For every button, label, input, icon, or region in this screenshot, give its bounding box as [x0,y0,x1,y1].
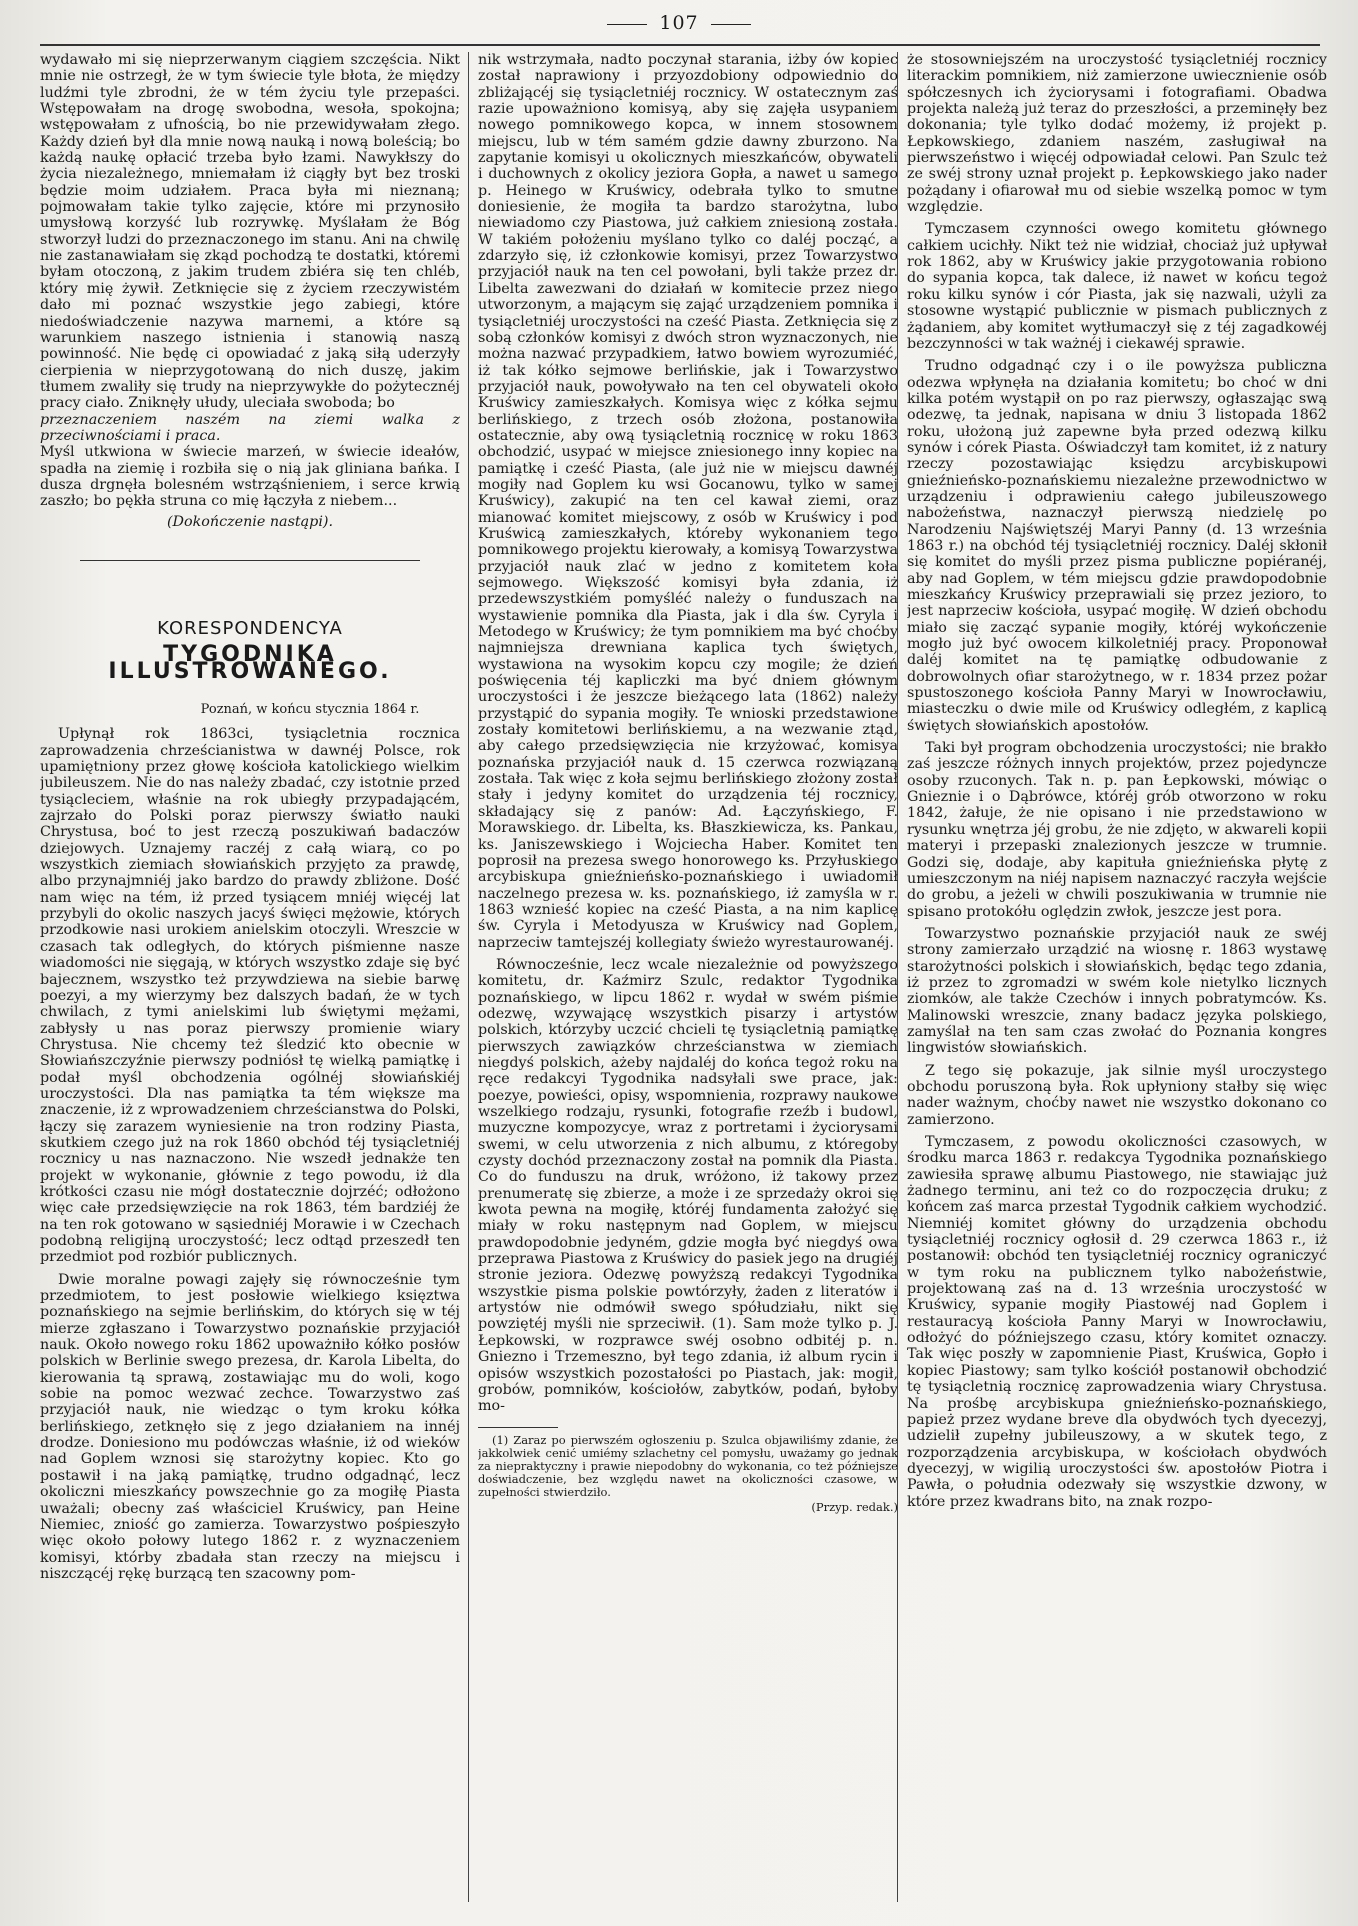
footnote: (1) Zaraz po pierwszém ogłoszeniu p. Szulca objawiliśmy zdanie, że jakkolwiek cenić umiémy szlachetny cel pomysłu, uważamy go jednak za niepraktyczny i prawie niepodobny do wykonania, co też późniejsze doświadczenie, bez względu nawet na okoliczności czasowe, w zupełności stwierdziło. [478,1432,898,1499]
footnote-rule [478,1427,558,1428]
paragraph: Dwie moralne powagi zajęły się równocześnie tym przedmiotem, to jest posłowie wielkiego księztwa poznańskiego na sejmie berlińskim, do których się w téj mierze zgłaszano i Towarzystwo poznańskie przyjaciół nauk. Około nowego roku 1862 upoważniło kółko posłów polskich w Berlinie swego prezesa, dr. Karola Libelta, do kierowania tą sprawą, zostawiając mu do woli, kogo sobie na pomoc wezwać zechce. Towarzystwo zaś przyjaciół nauk, nie wiedząc o tym kroku kółka berlińskiego, zetknęło się z jego działaniem na innéj drodze. Doniesiono mu podówczas właśnie, iż od wieków nad Goplem wznosi się starożytny kopiec. Kto go postawił i na jaką pamiątkę, trudno odgadnąć, lecz okoliczni mieszkańcy powszechnie go za mogiłę Piasta uważali; obecny zaś właściciel Kruświcy, pan Heine Niemiec, zniość go zamierza. Towarzystwo pośpieszyło więc około połowy lutego 1862 r. z wyznaczeniem komisyi, którby zbadała stan rzeczy na miejscu i niszczącéj rękę burzącą ten szacowny pom- [40,1271,460,1582]
paragraph: że stosowniejszém na uroczystość tysiącletniéj rocznicy literackim pomnikiem, niż zamierzone uwiecznienie osób spółczesnych ich życiorysami i fotografiami. Obadwa projekta należą już teraz do przeszłości, a przeminęły bez dokonania; tyle tylko dodać możemy, iż projekt p. Łepkowskiego, zdaniem naszém, zasługiwał na pierwszeństwo i więcéj odpowiadał celowi. Pan Szulc też ze swéj strony uznał projekt p. Łepkowskiego jako nader pożądany i ofiarował mu od siebie wszelką pomoc w tym względzie. [907,52,1327,216]
paragraph: Towarzystwo poznańskie przyjaciół nauk ze swéj strony zamierzało urządzić na wiosnę r. 1863 wystawę starożytności polskich i słowiańskich, będąc tego zdania, iż przez to zgromadzi w swém kole nietylko licznych ziomków, ale także Czechów i innych pobratymców. Ks. Malinowski wreszcie, znany badacz języka polskiego, zamyślał na ten sam czas zwołać do Poznania kongres lingwistów słowiańskich. [907,925,1327,1057]
story-text: wydawało mi się nieprzerwanym ciągiem szczęścia. Nikt mnie nie ostrzegł, że w tym świecie tyle błota, że między ludźmi tyle zbrodni, że w tém życiu tyle przepaści. Wstępowałam na drogę swobodna, wesoła, spokojna; wstępowałam z ufnością, bo nie przewidywałam złego. Każdy dzień był dla mnie nową nauką i nową boleścią; bo każdą naukę opłacić trzeba było łzami. Nawykłszy do życia niezależnego, mniemałam iż ciągły byt bez troski będzie moim udziałem. Praca była mi nieznaną; pojmowałam takie tylko zajęcie, które mi przynosiło umysłową korzyść lub rozrywkę. Myślałam że Bóg stworzył ludzi do przeznaczonego im stanu. Ani na chwilę nie zastanawiałam się zkąd pochodzą te dostatki, któremi byłam otoczoną, z jakim trudem zbiéra się ten chléb, który mię żywił. Zetknięcie się z życiem rzeczywistém dało mi poznać wszystkie jego zabiegi, które niedoświadczenie nazywa marnemi, a które są warunkiem naszego istnienia i stanowią naszą powinność. Nie będę ci opowiadać z jaką siłą uderzyły cierpienia w nieprzygotowaną do nich duszę, jakim tłumem zwaliły się trudy na nieprzywykłe do pożytecznéj pracy ciało. Zniknęły ułudy, uleciała swoboda; bo [40,52,460,412]
paragraph: Z tego się pokazuje, jak silnie myśl uroczystego obchodu poruszoną była. Rok upłyniony stałby się więc nader ważnym, choćby nawet nie wszystko dokonano co zamierzono. [907,1062,1327,1128]
footnote-signature: (Przyp. redak.) [811,1499,898,1514]
story-tail: Myśl utkwiona w świecie marzeń, w świecie ideałów, spadła na ziemię i rozbiła się o nią jak gliniana bańka. I dusza drgnęła bolesném wstrząśnieniem, i serce krwią zaszło; bo pękła struna co mię łączyła z niebem... [40,444,460,510]
paragraph: Taki był program obchodzenia uroczystości; nie brakło zaś jeszcze różnych innych projektów, przez pojedyncze osoby rzuconych. Tak n. p. pan Łepkowski, mówiąc o Gnieznie i o Dąbrówce, któréj grób otworzono w roku 1842, żałuje, że nie opisano i nie przedstawiono w rysunku wnętrza jéj grobu, że nie zdjęto, w akwareli kopii materyi i przepaski znalezionych jeszcze w trumnie. Godzi się, dodaje, aby kapituła gnieźnieńska płytę z umieszczonym na niéj napisem naznaczyć raczyła wejście do grobu, a jeżeli w chwili poszukiwania w trumnie nie spisano protokółu oględzin zwłok, jeszcze jest pora. [907,740,1327,920]
column-divider-1 [468,52,469,1902]
dateline: Poznań, w końcu stycznia 1864 r. [200,702,420,717]
paragraph: nik wstrzymała, nadto poczynał starania, iżby ów kopiec został naprawiony i przyozdobiony odpowiednio do zbliżającéj się tysiącletniéj rocznicy. W ostatecznym zaś razie upoważniono komisyą, aby się zajęła usypaniem nowego pomnikowego kopca, w innem stosownem miejscu, lub w tém samém gdzie dawny zburzono. Na zapytanie komisyi u okolicznych mieszkańców, obywateli i duchownych z okolicy jeziora Gopła, a nawet u samego p. Heinego w Kruświcy, odebrała tylko to smutne doniesienie, że mogiła ta bardzo starożytna, lubo niewiadomo czy Piastowa, już całkiem zniesioną została. W takiém położeniu myślano tylko co daléj począć, a zdarzyło się, iż członkowie komisyi, przez Towarzystwo przyjaciół nauk na ten cel powołani, byli także przez dr. Libelta zawezwani do działań w komitecie przez niego utworzonym, a mającym się zająć urządzeniem pomnika i tysiącletniéj uroczystości na cześć Piasta. Zetknięcia się z sobą członków komisyi z dwóch stron wyznaczonych, nie można nazwać przypadkiem, łatwo bowiem wyrozumiéć, iż tak kółko sejmowe berlińskie, jak i Towarzystwo przyjaciół nauk, powoływało na ten cel obywateli około Kruświcy zamieszkałych. Komisya więc z kółka sejmu berlińskiego, z trzech osób złożona, postanowiła ostatecznie, aby ową tysiącletnią rocznicę w roku 1863 obchodzić, usypać w miejsce zniesionego inny kopiec na pamiątkę i cześć Piasta, (ale już nie w miejscu dawnéj mogiły nad Goplem ku wsi Gocanowu, tylko w samej Kruświcy), zakupić na ten cel kawał ziemi, oraz mianować komitet miejscowy, z osób w Kruświcy i pod Kruświcą zamieszkałych, któreby wykonaniem tego pomnikowego projektu kierowały, a komisyą Towarzystwa przyjaciół nauk zlać w jedno z komitetem koła sejmowego. Większość komisyi była zdania, iż przedewszystkiém pomyśléć należy o funduszach na wystawienie pomnika dla Piasta, jak i dla św. Cyryla i Metodego w Kruświcy; że tym pomnikiem ma być choćby najmniejsza drewniana kaplica tych świętych, wystawiona na wysokim kopcu czy mogile; że dzień poświęcenia téj kapliczki ma być dniem głównym uroczystości i że jeszcze bieżącego lata (1862) należy przystąpić do sypania mogiły. Te wnioski przedstawione zostały komitetowi berlińskiemu, a na wezwanie ztąd, aby całego przedsięwzięcia nie krzyżować, komisya poznańska przyjaciół nauk d. 15 czerwca rozwiązaną została. Tak więc z koła sejmu berlińskiego złożony został stały i jedyny komitet do urządzenia téj rocznicy, składający się z panów: Ad. Łączyńskiego, F. Morawskiego. dr. Libelta, ks. Błaszkiewicza, ks. Pankau, ks. Janiszewskiego i Wojciecha Haber. Komitet ten poprosił na prezesa swego honorowego ks. Przyłuskiego arcybiskupa gnieźnieńsko-poznańskiego i uwiadomił naczelnego prezesa w. ks. poznańskiego, iż zamyśla w r. 1863 wznieść kopiec na cześć Piasta, a na nim kaplicę św. Cyryla i Metodyusza w Kruświcy nad Goplem, naprzeciw tamtejszéj kollegiaty świeżo wyrestaurowanéj. [478,52,898,951]
paragraph: Równocześnie, lecz wcale niezależnie od powyższego komitetu, dr. Kaźmirz Szulc, redaktor Tygodnika poznańskiego, w lipcu 1862 r. wydał w swém piśmie odezwę, wzywającę wszystkich pisarzy i artystów polskich, którzyby uczcić chcieli tę tysiącletnią pamiątkę pierwszych zawiązków chrześcianstwa w ziemiach niegdyś polskich, ażeby najdaléj do końca tegoż roku na ręce redakcyi Tygodnika nadsyłali swe prace, jak: poezye, powieści, opisy, wspomnienia, rozprawy naukowe wszelkiego rodzaju, rysunki, fotografie rzeźb i budowl, muzyczne kompozycye, wraz z portretami i życiorysami swemi, w celu utworzenia z nich albumu, z któregoby czysty dochód przeznaczony został na pomnik dla Piasta. Co do funduszu na druk, wróżono, iż takowy przez prenumeratę się zbierze, a może i ze sprzedaży okroi się kwota pewna na mogiłę, któréj fundamenta założyć się miały w roku następnym nad Goplem, w miejscu prawdopodobnie jedyném, gdzie mogła być niegdyś owa przeprawa Piastowa z Kruświcy do pasiek jego na drugiéj stronie jeziora. Odezwę powyższą redakcyi Tygodnika wszystkie pisma polskie powtórzyły, żaden z literatów i artystów nie odmówił swego spółudziału, nikt się powziętéj myśli nie sprzeciwił. (1). Sam może tylko p. J. Łepkowski, w rozprawce swéj osobno odbitéj p. n. Gniezno i Trzemeszno, był tego zdania, iż album rycin i opisów wszystkich pozostałości po Piastach, jak: mogił, grobów, pomników, kościołów, zabytków, podań, byłoby mo- [478,956,898,1415]
paragraph: Tymczasem czynności owego komitetu głównego całkiem ucichły. Nikt też nie widział, chociaż już upływał rok 1862, aby w Kruświcy jakie przygotowania robiono do sypania kopca, tak dalece, iż nawet w końcu tegoż roku kilku synów i cór Piasta, jak się nazwali, użyli za stosowne wystąpić publicznie w pismach publicznych z żądaniem, aby komitet wytłumaczył się z téj zagadkowéj bezczynności w tak ważnéj i ciekawéj sprawie. [907,221,1327,352]
section-subtitle: TYGODNIKA ILLUSTROWANEGO. [108,642,392,684]
column-1 [40,52,460,1922]
section-separator [80,560,420,561]
story-italic-line: przeznaczeniem naszém na ziemi walka z przeciwnościami i praca. [40,411,460,444]
page-number-rule-left [607,24,647,25]
continuation-note: (Dokończenie nastąpi). [166,513,334,530]
header-rule [40,44,1320,46]
column-3 [907,52,1327,1922]
page-number: 107 [0,12,1358,34]
paragraph: Tymczasem, z powodu okoliczności czasowych, w środku marca 1863 r. redakcya Tygodnika poznańskiego zawiesiła sprawę albumu Piastowego, nie stawiając już żadnego terminu, ani też co do rozpoczęcia druku; z końcem zaś marca przestał Tygodnik całkiem wychodzić. Niemniéj komitet główny do urządzenia obchodu tysiącletniéj rocznicy ogłosił d. 29 czerwca 1863 r., iż postanowił: obchód ten tysiącletniéj rocznicy ograniczyć w tym roku na publicznem tylko nabożeństwie, projektowaną zaś na d. 13 września uroczystość w Kruświcy, sypanie mogiły Piastowéj nad Goplem i restauracyą kościoła Panny Maryi w Inowrocławiu, odłożyć do późniejszego czasu, który komitet oznaczy. Tak więc poszły w zapomnienie Piast, Kruświca, Gopło i kopiec Piastowy; sam tylko kościół postanowił obchodzić tę tysiącletnią rocznicę zaprowadzenia wiary Chrystusa. Na prośbę arcybiskupa gnieźnieńsko-poznańskiego, papież przez wydane breve dla obydwóch tych dyecezyj, udzielił zupełny jubileuszowy, a w skutek tego, z rozporządzenia arcybiskupa, w kościołach obydwóch dyecezyj, w wigilią uroczystości św. apostołów Piotra i Pawła, o południa odezwały się wszystkie dzwony, w które przez kwadrans bito, na znak rozpo- [907,1134,1327,1510]
section-title: KORESPONDENCYA [157,617,343,639]
page-number-rule-right [711,24,751,25]
paragraph: Upłynął rok 1863ci, tysiącletnia rocznica zaprowadzenia chrześcianistwa w dawnéj Polsce, rok upamiętniony przez głowę kościoła katolickiego wielkim jubileuszem. Nie do nas należy zbadać, czy istotnie przed tysiącleciem, właśnie na rok ubiegły przypadającém, zajrzało do Polski poraz pierwszy światło nauki Chrystusa, boć to jest rzeczą poszukiwań badaczów dziejowych. Uznajemy raczéj z całą wiarą, co po wszystkich ziemiach słowiańskich przyjęto za prawdę, albo przynajmniéj jako bardzo do prawdy zbliżone. Dość nam więc na tém, iż przed tysiącem mniéj więcéj lat przybyli do okolic naszych jacyś święci mężowie, których przodkowie nasi urokiem anielskim otoczyli. Wreszcie w czasach tak odległych, do których piśmienne nasze wiadomości nie sięgają, w których wszystko zdaje się być bajecznem, wszystko też przywdziewa na siebie barwę poezyi, a my wierzymy bez dalszych badań, że w tych chwilach, z tymi anielskimi lub świętymi mężami, zabłysły u nas poraz pierwszy promienie wiary Chrystusa. Nie chcemy też śledzić kto obecnie w Słowiańszczyźnie pierwszy podniósł tę wielką pamiątkę i podał myśl obchodzenia ogólnéj słowiańskiéj uroczystości. Dla nas pamiątka ta tém większe ma znaczenie, iż z wprowadzeniem chrześcianstwa do Polski, łączy się zarazem wyniesienie na tron rodziny Piasta, skutkiem czego już na rok 1860 obchód téj tysiącletniéj rocznicy u nas naznaczono. Nie wszedł jednakże ten projekt w wykonanie, głównie z tego powodu, iż dla krótkości czasu nie mógł dostatecznie dojrzéć; odłożono więc całe przedsięwzięcie na rok 1863, tém bardziéj że na ten rok gotowano w sąsiedniéj Morawie i w Czechach podobną religijną uroczystość; lecz odtąd przeszedł ten przedmiot pod rozbiór publicznych. [40,726,460,1266]
column-2 [478,52,898,1922]
paragraph: Trudno odgadnąć czy i o ile powyższa publiczna odezwa wpłynęła na działania komitetu; bo choć w dni kilka potém wystąpił on po raz pierwszy, ogłaszając swą odezwę, ta jednak, napisana w dniu 3 listopada 1862 roku, ułożoną już zapewne była przed odezwą kilku synów i córek Piasta. Oświadczył tam komitet, iż z natury rzeczy pozostawiając księdzu arcybiskupowi gnieźnieńsko-poznańskiemu niezależne przewodnictwo w urządzeniu i odprawieniu całego jubileuszowego nabożeństwa, naznaczył pierwszą niedzielę po Narodzeniu Najświętszéj Maryi Panny (d. 13 września 1863 r.) na obchód téj tysiącletniéj rocznicy. Daléj skłonił się komitet do myśli przez pisma publiczne popiéranéj, aby nad Goplem, w tém miejscu gdzie prawdopodobnie mieszkańcy Kruświcy przeprawiali się przez jezioro, to jest naprzeciw kościoła, usypać mogiłę. W dzień obchodu miało się zacząć sypanie mogiły, któréj wykończenie mogło już być owocem kilkoletniéj pracy. Proponował daléj komitet na tę pamiątkę odbudowanie z dobrowolnych ofiar starożytnego, w r. 1834 przez pożar spustoszonego kościoła Panny Maryi w Inowrocławiu, miasteczku o dwie mile od Kruświcy odległém, z kaplicą świętych słowiańskich apostołów. [907,358,1327,734]
